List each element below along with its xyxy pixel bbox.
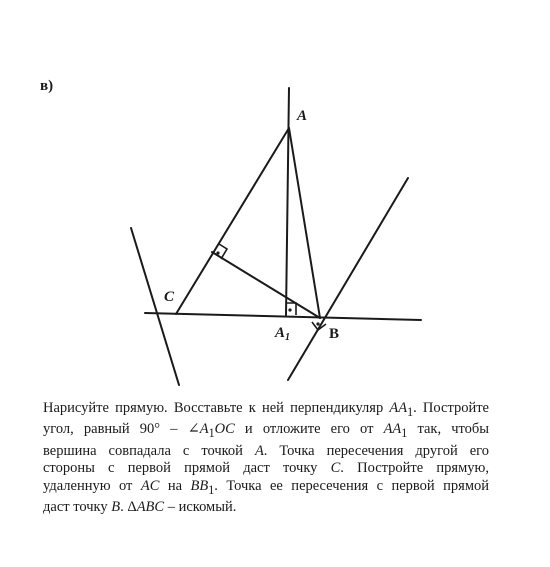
caption-line-6: даст точку B. ΔABC – искомый. bbox=[43, 499, 237, 516]
right-angle-dot-a1 bbox=[288, 308, 291, 311]
side-ab bbox=[289, 128, 320, 318]
base-line bbox=[145, 313, 421, 320]
label-a1: $A_1$ bbox=[275, 325, 291, 343]
right-angle-dot-b bbox=[316, 322, 319, 325]
label-c: C bbox=[164, 289, 175, 305]
right-angle-dot-b1 bbox=[216, 251, 219, 254]
caption-line-4: стороны с первой прямой даст точку C. Постройте прямую, bbox=[43, 460, 489, 477]
label-a: A bbox=[297, 108, 308, 124]
side-ac bbox=[176, 128, 289, 314]
label-b: B bbox=[329, 326, 340, 342]
caption-line-1: Нарисуйте прямую. Восставьте к ней перпендикуляр $AA_1$. Постройте bbox=[43, 400, 489, 419]
part-label: в) bbox=[40, 78, 54, 94]
caption-line-3: вершина совпадала с точкой A. Точка пересечения другой его bbox=[43, 442, 489, 459]
caption-line-2: угол, равный $90^\circ - \angle A_1OC$ и отложите его от $AA_1$ так, чтобы bbox=[43, 421, 489, 441]
auxiliary-line-left bbox=[131, 228, 179, 385]
parallel-line-through-b bbox=[288, 178, 408, 380]
problem-caption bbox=[43, 400, 489, 517]
perpendicular-bb1 bbox=[212, 252, 320, 318]
perpendicular-aa1 bbox=[286, 88, 289, 315]
caption-line-5: удаленную от AC на $BB_1$. Точка ее пересечения с первой прямой bbox=[43, 477, 489, 497]
